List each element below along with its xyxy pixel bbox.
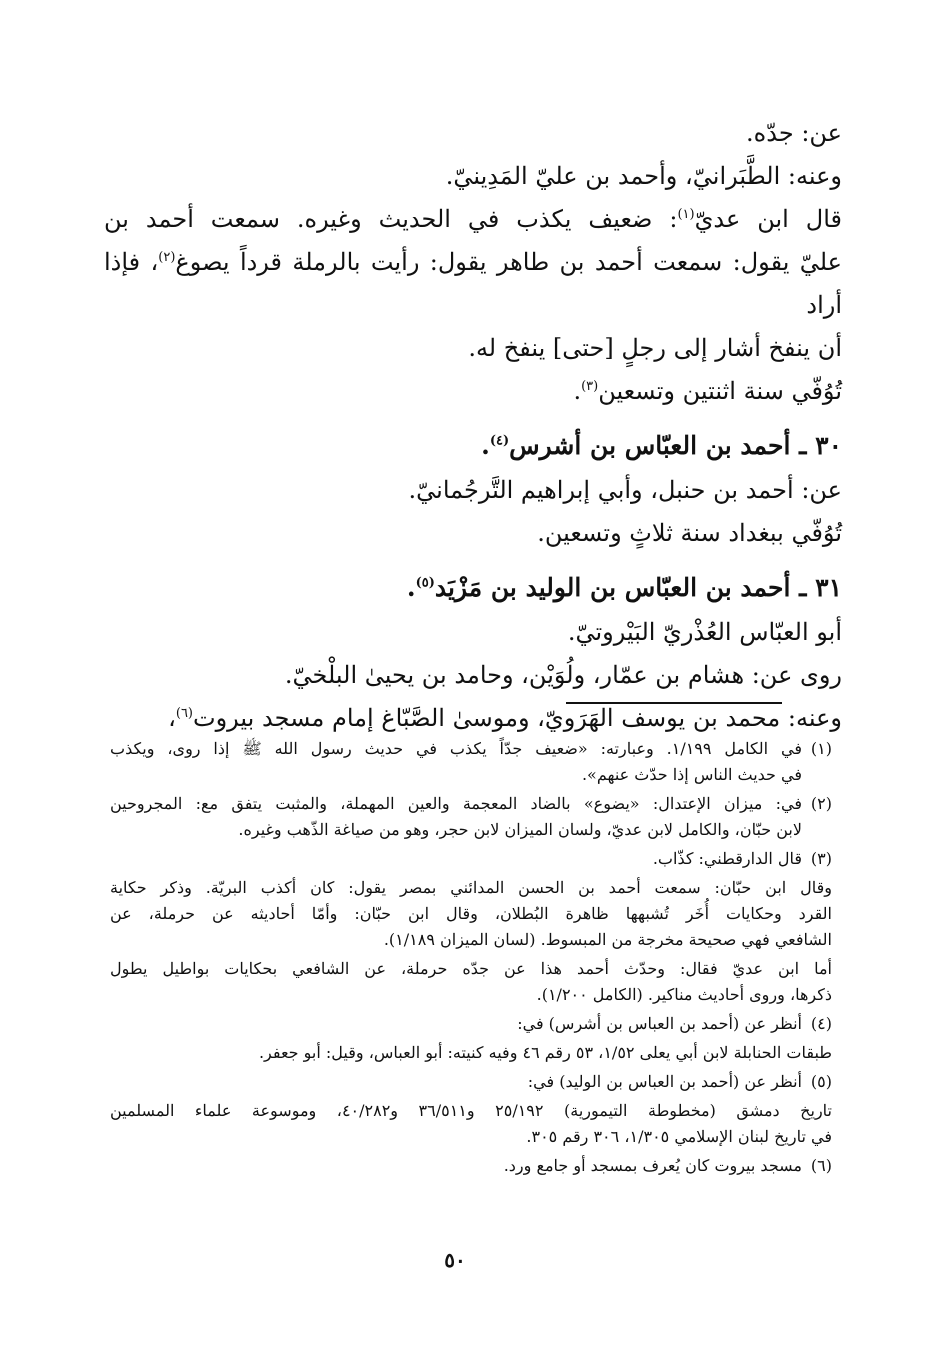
footnote-body: [110, 1153, 802, 1179]
text-run: تُوُفّي سنة اثنتين وتسعين: [598, 377, 842, 405]
footnote-line: القرد وحكايات أُخَر تُشبهها ظاهرة البُطلان، وقال ابن حبّان: وأمّا أحاديثه عن حرملة، عن: [110, 904, 832, 923]
main-line: أبو العبّاس العُذْريّ البَيْروتيّ.: [567, 618, 842, 646]
main-line: روى عن: هشام بن عمّار، ولُوَيْن، وحامد بن يحيىٰ البلْخيّ.: [284, 661, 842, 689]
footnote-marker[interactable]: (١): [677, 207, 695, 222]
footnote-number: (١): [810, 739, 832, 758]
text-run: ٣١ ـ أحمد بن العبّاس بن الوليد بن مَزْيَد: [434, 573, 842, 602]
footnote-4-continuation: [110, 1040, 832, 1066]
main-line: أن ينفخ أشار إلى رجلٍ [حتى] ينفخ له.: [468, 334, 842, 362]
footnote-line: في تاريخ لبنان الإسلامي ١/٣٠٥، ٣٠٦ رقم ٣٠٥.: [526, 1127, 832, 1146]
main-line: وعنه: الطَّبَرانيّ، وأحمد بن عليّ المَدِينيّ.: [445, 162, 842, 190]
text-run: .: [481, 431, 490, 460]
footnote-number: (٤): [810, 1014, 832, 1033]
footnote-3-continuation: [110, 875, 832, 953]
footnote-separator: [566, 702, 782, 704]
page-number: ٥٠: [444, 1248, 466, 1272]
footnote-line: لابن حبّان، والكامل لابن عديّ، ولسان الميزان لابن حجر، وهو من صياغة الذّهب وغيره.: [238, 820, 802, 839]
footnote-marker[interactable]: (٣): [581, 379, 599, 394]
footnote-1: [110, 736, 832, 788]
text-run: قال ابن عديّ: [694, 205, 842, 233]
main-line: تُوُفّي ببغداد سنة ثلاثٍ وتسعين.: [537, 519, 842, 547]
text-run: .: [573, 377, 582, 405]
footnote-body: [110, 736, 802, 788]
footnote-6: [110, 1153, 832, 1179]
main-line: عن: أحمد بن حنبل، وأبي إبراهيم التَّرجُمانيّ.: [408, 476, 842, 504]
footnote-3-continuation: [110, 956, 832, 1008]
text-run: .: [406, 573, 416, 602]
text-run: ٣٠ ـ أحمد بن العبّاس بن أشرس: [509, 431, 842, 460]
footnote-line: طبقات الحنابلة لابن أبي يعلى ١/٥٢، ٥٣ رقم ٤٦ وفيه كنيته: أبو العباس، وقيل: أبو جعفر.: [258, 1043, 832, 1062]
footnote-number: (٣): [810, 849, 832, 868]
footnote-line: تاريخ دمشق (مخطوطة التيمورية) ٢٥/١٩٢ و٣٦/٥١١ و٤٠/٢٨٢، وموسوعة علماء المسلمين: [110, 1101, 832, 1120]
footnote-marker[interactable]: (٤): [489, 433, 510, 449]
footnote-line: مسجد بيروت كان يُعرف بمسجد أو جامع ورد.: [503, 1156, 802, 1175]
main-line: [104, 370, 842, 413]
main-line: [104, 241, 842, 327]
footnote-marker[interactable]: (٥): [415, 575, 435, 591]
footnote-line: ذكرها، وروى أحاديث مناكير. (الكامل ١/٢٠٠).: [536, 985, 832, 1004]
footnote-body: [110, 1011, 802, 1037]
footnote-body: [110, 791, 802, 843]
footnote-line: أنظر عن (أحمد بن العباس بن الوليد) في:: [527, 1072, 802, 1091]
footnote-5-continuation: [110, 1098, 832, 1150]
main-text: [104, 112, 842, 740]
footnote-line: في الكامل ١/١٩٩. وعبارته: «ضعيف جدّاً يكذب في حديث رسول الله ﷺ إذا روى، ويكذب: [110, 739, 803, 758]
footnote-line: في: ميزان الإعتدال: «يضوع» بالضاد المعجمة والعين المهملة، والمثبت يتفق مع: المجروحين: [110, 794, 802, 813]
footnote-4: [110, 1011, 832, 1037]
footnotes: [110, 736, 832, 1182]
footnote-body: [110, 846, 802, 872]
entry-31-title: [104, 565, 842, 611]
footnote-marker[interactable]: (٢): [158, 250, 176, 265]
footnote-5: [110, 1069, 832, 1095]
footnote-line: وقال ابن حبّان: سمعت أحمد بن الحسن المدائني بمصر يقول: كان أكذب البريّة. وذكر حكاية: [110, 878, 832, 897]
footnote-line: أنظر عن (أحمد بن العباس بن أشرس) في:: [517, 1014, 802, 1033]
footnote-3: [110, 846, 832, 872]
footnote-line: الشافعي فهي صحيحة مخرجة من المبسوط. (لسان الميزان ١/١٨٩).: [383, 930, 832, 949]
footnote-number: (٥): [810, 1072, 832, 1091]
text-run: ، فإذا أراد: [104, 248, 842, 319]
text-run: عليّ يقول: سمعت أحمد بن طاهر يقول: رأيت بالرملة قرداً يصوغ: [175, 248, 843, 276]
text-run: : ضعيف يكذب في الحديث وغيره. سمعت أحمد بن: [104, 205, 678, 233]
footnote-line: في حديث الناس إذا حدّث عنهم».: [581, 765, 802, 784]
footnote-number: (٦): [810, 1156, 832, 1175]
footnote-number: (٢): [810, 794, 832, 813]
footnote-2: [110, 791, 832, 843]
main-line: عن: جدّه.: [746, 119, 842, 147]
entry-30-title: [104, 423, 842, 469]
text-run: ،: [168, 704, 176, 732]
main-line: [104, 198, 842, 241]
footnote-marker[interactable]: (٦): [175, 706, 193, 721]
footnote-body: [110, 1069, 802, 1095]
footnote-line: أما ابن عديّ فقال: وحدّث أحمد هذا عن جدّه حرملة، عن الشافعي بحكايات بواطيل يطول: [110, 959, 832, 978]
text-run: وعنه: محمد بن يوسف الهَرَويّ، وموسىٰ الصَّبّاغ إمام مسجد بيروت: [193, 704, 842, 732]
footnote-line: قال الدارقطني: كذّاب.: [652, 849, 802, 868]
